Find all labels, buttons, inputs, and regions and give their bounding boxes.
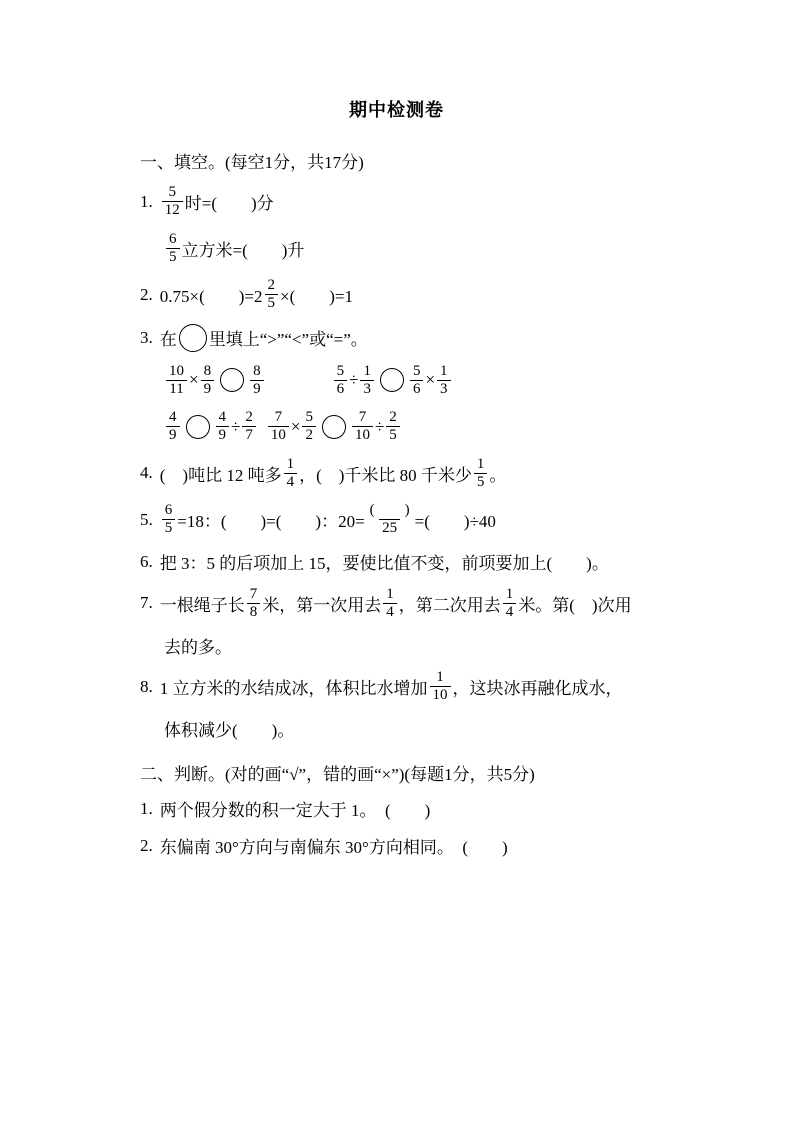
fraction-denominator: 10 (268, 426, 289, 444)
fraction (383, 586, 397, 622)
fraction-denominator: 9 (216, 426, 230, 444)
question-number: 2. (140, 284, 153, 304)
question-line (140, 549, 673, 575)
text-segment: × (425, 370, 436, 390)
fraction-numerator: 1 (476, 455, 485, 472)
question-number: 1. (140, 191, 153, 211)
section-heading: 一、填空。(每空1分，共17分) (140, 153, 364, 172)
comparison-circle (186, 415, 210, 439)
fraction-numerator: 7 (249, 585, 258, 602)
text-segment: 在 (159, 330, 177, 349)
fraction-denominator: 5 (265, 294, 279, 312)
text-segment: 。 (489, 465, 507, 485)
text-segment: 一根绳子长 (159, 595, 245, 615)
fraction-denominator: 4 (503, 603, 517, 621)
fraction-denominator: 12 (162, 201, 183, 219)
fraction-numerator: 2 (389, 409, 397, 425)
fraction (410, 363, 424, 399)
question-line (140, 796, 673, 822)
question-line (140, 669, 673, 705)
text-segment: 1 立方米的水结成冰，体积比水增加 (159, 679, 428, 699)
fraction (302, 409, 316, 445)
question-number: 2. (140, 835, 153, 855)
text-segment: 立方米=( )升 (181, 240, 305, 260)
fraction (166, 363, 187, 399)
text-segment: 时=( )分 (184, 194, 274, 214)
question-line (140, 324, 673, 352)
question (140, 796, 673, 822)
fraction (166, 231, 180, 267)
question (140, 277, 673, 313)
question-line (140, 409, 673, 445)
question-line (140, 716, 673, 742)
fraction-numerator: 5 (305, 409, 313, 425)
section (140, 760, 673, 859)
fraction-numerator: 1 (363, 362, 371, 379)
question (140, 456, 673, 492)
question-line (140, 632, 673, 658)
fraction-denominator: 9 (250, 380, 264, 398)
fraction-numerator: 1 (286, 455, 295, 472)
question-line (140, 184, 673, 220)
fraction (284, 456, 298, 492)
fraction (437, 363, 451, 399)
comparison-circle (179, 324, 207, 352)
fraction-numerator: 4 (169, 409, 177, 425)
question-number: 5. (140, 509, 153, 529)
question-number: 4. (140, 463, 153, 483)
fraction-numerator: 5 (168, 184, 176, 200)
text-segment: ÷ (374, 416, 385, 436)
fraction-numerator: 7 (358, 409, 367, 425)
question-line (140, 456, 673, 492)
fraction (430, 669, 451, 705)
question-line (140, 231, 673, 267)
text-segment: ×( )=1 (280, 287, 353, 307)
fraction-denominator: 6 (334, 380, 348, 398)
question-line (140, 502, 673, 538)
fraction-denominator: 5 (474, 473, 488, 491)
fraction (352, 409, 373, 445)
question-line (140, 277, 673, 313)
fraction-denominator: 25 (379, 519, 400, 537)
fraction-numerator: ( ) (369, 502, 410, 518)
text-segment: 米，第一次用去 (262, 595, 382, 615)
fraction-numerator: 6 (164, 502, 173, 518)
section-heading: 二、判断。(对的画“√”，错的画“×”)(每题1分，共5分) (140, 764, 535, 784)
page-title: 期中检测卷 (349, 100, 444, 120)
fraction-denominator: 7 (242, 426, 256, 444)
question-line (140, 586, 673, 622)
text-segment: × (290, 416, 301, 436)
fraction (162, 502, 176, 538)
question (140, 549, 673, 575)
text-segment: ，( )千米比 80 千米少 (299, 465, 472, 485)
text-segment: 两个假分数的积一定大于 1。 ( ) (159, 801, 431, 820)
section (140, 148, 673, 742)
text-segment: ÷ (231, 416, 241, 436)
fraction-numerator: 2 (267, 277, 275, 293)
question (140, 833, 673, 859)
question-line (140, 833, 673, 859)
fraction-numerator: 1 (436, 669, 444, 685)
text-segment: ÷ (349, 370, 359, 390)
fraction-denominator: 2 (302, 426, 316, 444)
text-segment: 米。第( )次用 (518, 595, 632, 615)
fraction-denominator: 10 (352, 426, 373, 444)
question-number: 3. (140, 327, 153, 347)
fraction-numerator: 1 (440, 362, 448, 379)
fraction-numerator: 1 (386, 585, 394, 602)
text-segment: 东偏南 30°方向与南偏东 30°方向相同。 ( ) (159, 838, 508, 857)
fraction (247, 586, 261, 622)
fraction-denominator: 10 (430, 686, 451, 704)
fraction (201, 363, 215, 399)
fraction-denominator: 4 (284, 473, 298, 491)
fraction (265, 277, 279, 313)
question-number: 6. (140, 551, 153, 571)
fraction-denominator: 5 (166, 248, 180, 266)
fraction-numerator: 8 (203, 362, 212, 379)
text-segment: ，第二次用去 (398, 595, 501, 615)
fraction-denominator: 8 (247, 603, 261, 621)
fraction-numerator: 2 (245, 409, 253, 425)
fraction (166, 409, 180, 445)
fraction-numerator: 7 (274, 409, 283, 425)
fraction (474, 456, 488, 492)
fraction (162, 184, 183, 220)
fraction-denominator: 3 (360, 380, 374, 398)
fraction (503, 586, 517, 622)
question (140, 586, 673, 659)
fraction-denominator: 3 (437, 380, 451, 398)
question-number: 8. (140, 676, 153, 696)
fraction-numerator: 10 (169, 362, 184, 379)
fraction (216, 409, 230, 445)
question (140, 669, 673, 742)
fraction-numerator: 5 (336, 362, 345, 379)
fraction-denominator: 9 (201, 380, 215, 398)
question (140, 502, 673, 538)
text-segment: ，这块冰再融化成水， (452, 679, 623, 699)
text-segment: =( )÷40 (414, 512, 496, 532)
question (140, 324, 673, 445)
fraction (334, 363, 348, 399)
question (140, 184, 673, 266)
fraction-denominator: 9 (166, 426, 180, 444)
fraction (268, 409, 289, 445)
fraction (367, 502, 413, 538)
fraction-numerator: 6 (169, 230, 177, 247)
text-segment: ( )吨比 12 吨多 (159, 465, 282, 485)
text-segment: 去的多。 (164, 637, 232, 657)
fraction (242, 409, 256, 445)
fraction-numerator: 1 (505, 585, 514, 602)
comparison-circle (380, 368, 404, 392)
question-line (140, 363, 673, 399)
question-number: 1. (140, 798, 153, 818)
fraction (360, 363, 374, 399)
comparison-circle (322, 415, 346, 439)
fraction-denominator: 11 (166, 380, 186, 398)
fraction (250, 363, 264, 399)
fraction-numerator: 5 (412, 362, 421, 379)
text-segment: 里填上“>”“<”或“=”。 (208, 330, 368, 349)
text-segment: 体积减少( )。 (164, 721, 295, 740)
text-segment: × (189, 370, 199, 390)
fraction (386, 409, 400, 445)
text-segment: 0.75×( )=2 (159, 287, 263, 307)
fraction-denominator: 5 (162, 519, 176, 537)
fraction-numerator: 8 (253, 362, 261, 379)
fraction-denominator: 6 (410, 380, 424, 398)
question-number: 7. (140, 593, 153, 613)
sections (140, 148, 673, 859)
fraction-denominator: 4 (383, 603, 397, 621)
fraction-denominator: 5 (386, 426, 400, 444)
fraction-numerator: 4 (218, 409, 226, 425)
comparison-circle (220, 368, 244, 392)
text-segment: =18：( )=( )：20= (177, 512, 365, 532)
text-segment: 把 3：5 的后项加上 15，要使比值不变，前项要加上( )。 (159, 554, 609, 573)
